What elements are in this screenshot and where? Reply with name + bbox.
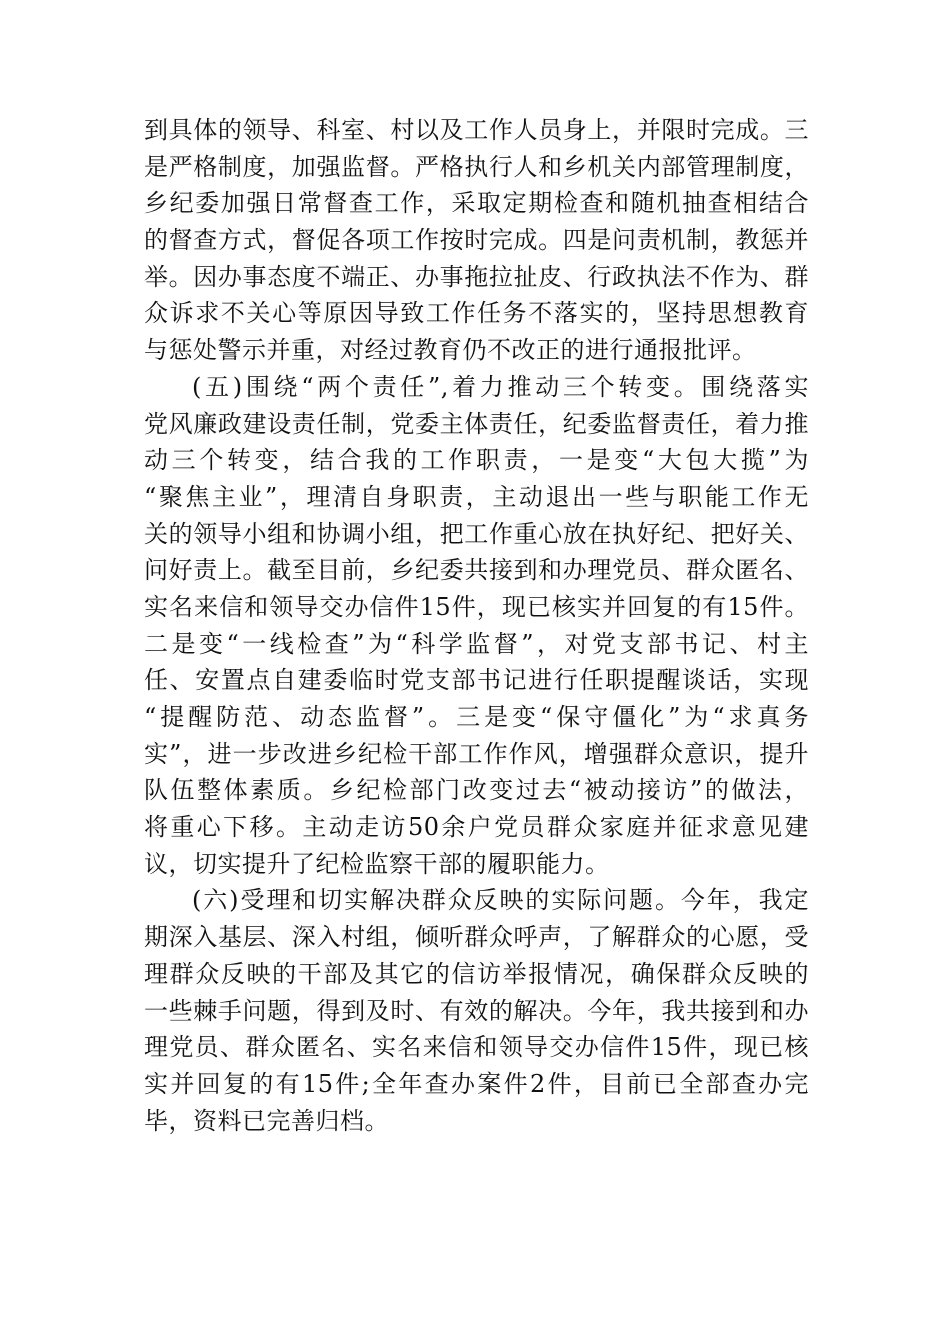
text-line: 党风廉政建设责任制，党委主体责任，纪委监督责任，着力推	[144, 409, 809, 438]
text-line: 是严格制度，加强监督。严格执行人和乡机关内部管理制度，	[144, 152, 809, 181]
text-line: 一些棘手问题，得到及时、有效的解决。今年，我共接到和办	[144, 996, 809, 1025]
text-line: 问好责上。截至目前，乡纪委共接到和办理党员、群众匿名、	[144, 556, 809, 585]
text-line: 动三个转变，结合我的工作职责，一是变“大包大揽”为	[144, 446, 809, 475]
text-line: 与惩处警示并重，对经过教育仍不改正的进行通报批评。	[144, 336, 757, 365]
text-line: 到具体的领导、科室、村以及工作人员身上，并限时完成。三	[144, 116, 809, 144]
text-line: 的督查方式，督促各项工作按时完成。四是问责机制，教惩并	[144, 226, 809, 255]
text-line: 实”，进一步改进乡纪检干部工作作风，增强群众意识，提升	[144, 739, 809, 768]
document-body	[144, 112, 809, 1139]
text-line: 期深入基层、深入村组，倾听群众呼声，了解群众的心愿，受	[144, 923, 809, 952]
text-line: 理党员、群众匿名、实名来信和领导交办信件15件，现已核	[144, 1033, 809, 1062]
text-line: 乡纪委加强日常督查工作，采取定期检查和随机抽查相结合	[144, 189, 809, 218]
text-line: 理群众反映的干部及其它的信访举报情况，确保群众反映的	[144, 959, 809, 988]
text-line: 实名来信和领导交办信件15件，现已核实并回复的有15件。	[144, 592, 809, 621]
text-line: 众诉求不关心等原因导致工作任务不落实的，坚持思想教育	[144, 299, 809, 328]
paragraph-first-line: (六)受理和切实解决群众反映的实际问题。今年，我定	[192, 886, 809, 915]
text-line: “提醒防范、动态监督”。三是变“保守僵化”为“求真务	[144, 703, 809, 731]
text-line: 关的领导小组和协调小组，把工作重心放在执好纪、把好关、	[144, 519, 809, 548]
text-line: 毕，资料已完善归档。	[144, 1106, 389, 1135]
paragraph-first-line: (五)围绕“两个责任”,着力推动三个转变。围绕落实	[192, 372, 809, 401]
text-line: “聚焦主业”，理清自身职责，主动退出一些与职能工作无	[144, 482, 809, 511]
text-line: 队伍整体素质。乡纪检部门改变过去“被动接访”的做法，	[144, 776, 809, 805]
text-line: 任、安置点自建委临时党支部书记进行任职提醒谈话，实现	[144, 666, 809, 695]
text-line: 将重心下移。主动走访50余户党员群众家庭并征求意见建	[144, 813, 809, 842]
text-line: 二是变“一线检查”为“科学监督”，对党支部书记、村主	[144, 629, 809, 658]
text-line: 议，切实提升了纪检监察干部的履职能力。	[144, 849, 610, 878]
text-line: 实并回复的有15件;全年查办案件2件，目前已全部查办完	[144, 1069, 809, 1098]
text-line: 举。因办事态度不端正、办事拖拉扯皮、行政执法不作为、群	[144, 262, 809, 291]
